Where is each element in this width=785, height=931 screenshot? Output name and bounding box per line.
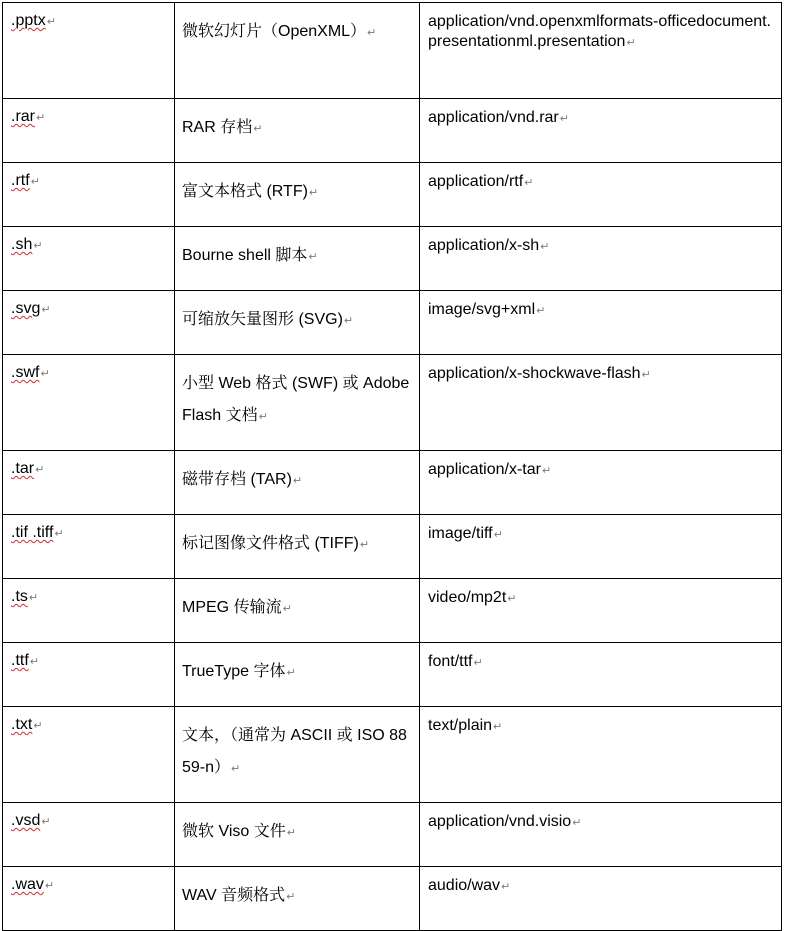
type-cell xyxy=(175,803,420,867)
paragraph-mark-icon: ↵ xyxy=(308,187,319,199)
type-cell xyxy=(175,3,420,99)
table-row xyxy=(3,3,782,99)
paragraph-mark-icon: ↵ xyxy=(541,465,552,477)
paragraph-mark-icon: ↵ xyxy=(36,112,46,124)
extension-cell xyxy=(3,163,175,227)
type-text: WAV 音频格式 xyxy=(182,887,286,904)
paragraph-mark-icon: ↵ xyxy=(44,880,55,892)
extension-cell xyxy=(3,579,175,643)
extension-text: .sh xyxy=(11,236,33,253)
mime-cell xyxy=(420,163,782,227)
type-cell xyxy=(175,355,420,451)
mime-text: application/x-shockwave-flash xyxy=(428,365,641,382)
paragraph-mark-icon: ↵ xyxy=(28,592,39,604)
mime-cell xyxy=(420,99,782,163)
extension-text: .svg xyxy=(11,300,41,317)
type-cell xyxy=(175,707,420,803)
paragraph-mark-icon: ↵ xyxy=(282,603,292,615)
table-row xyxy=(3,99,782,163)
mime-cell xyxy=(420,355,782,451)
extension-cell xyxy=(3,643,175,707)
extension-text: .tar xyxy=(11,460,35,477)
paragraph-mark-icon: ↵ xyxy=(286,827,296,839)
paragraph-mark-icon: ↵ xyxy=(41,816,51,828)
mime-cell xyxy=(420,291,782,355)
paragraph-mark-icon: ↵ xyxy=(473,657,483,669)
mime-cell xyxy=(420,3,782,99)
table-row xyxy=(3,227,782,291)
mime-cell xyxy=(420,227,782,291)
mime-cell xyxy=(420,643,782,707)
paragraph-mark-icon: ↵ xyxy=(35,464,45,476)
table-row xyxy=(3,803,782,867)
type-cell xyxy=(175,579,420,643)
mime-text: application/x-sh xyxy=(428,237,540,254)
type-cell xyxy=(175,227,420,291)
extension-cell xyxy=(3,803,175,867)
extension-cell xyxy=(3,451,175,515)
paragraph-mark-icon: ↵ xyxy=(536,305,546,317)
paragraph-mark-icon: ↵ xyxy=(33,240,43,252)
paragraph-mark-icon: ↵ xyxy=(40,368,50,380)
mime-cell xyxy=(420,867,782,931)
paragraph-mark-icon: ↵ xyxy=(641,369,651,381)
paragraph-mark-icon: ↵ xyxy=(33,720,43,732)
paragraph-mark-icon: ↵ xyxy=(626,37,636,49)
mime-text: application/rtf xyxy=(428,173,524,190)
paragraph-mark-icon: ↵ xyxy=(359,539,370,551)
paragraph-mark-icon: ↵ xyxy=(572,817,582,829)
paragraph-mark-icon: ↵ xyxy=(540,241,550,253)
mime-type-table xyxy=(2,2,782,931)
type-text: 文本，（通常为 ASCII 或 ISO 8859-n） xyxy=(182,727,407,776)
table-row xyxy=(3,451,782,515)
paragraph-mark-icon: ↵ xyxy=(258,411,268,423)
mime-text: image/svg+xml xyxy=(428,301,536,318)
extension-text: .ts xyxy=(11,588,28,605)
extension-cell xyxy=(3,515,175,579)
extension-text: .wav xyxy=(11,876,44,893)
paragraph-mark-icon: ↵ xyxy=(559,113,569,125)
table-row xyxy=(3,515,782,579)
mime-text: font/ttf xyxy=(428,653,473,670)
paragraph-mark-icon: ↵ xyxy=(343,315,354,327)
paragraph-mark-icon: ↵ xyxy=(29,656,39,668)
extension-text: .ttf xyxy=(11,652,29,669)
extension-text: .txt xyxy=(11,716,33,733)
paragraph-mark-icon: ↵ xyxy=(493,529,503,541)
table-row xyxy=(3,355,782,451)
type-cell xyxy=(175,99,420,163)
table-row xyxy=(3,707,782,803)
mime-text: audio/wav xyxy=(428,877,501,894)
type-text: 可缩放矢量图形 (SVG) xyxy=(182,311,343,328)
table-row xyxy=(3,867,782,931)
type-text: 小型 Web 格式 (SWF) 或 Adobe Flash 文档 xyxy=(182,375,410,424)
type-text: Bourne shell 脚本 xyxy=(182,247,308,264)
type-cell xyxy=(175,643,420,707)
extension-cell xyxy=(3,3,175,99)
type-cell xyxy=(175,515,420,579)
mime-text: video/mp2t xyxy=(428,589,507,606)
type-cell xyxy=(175,291,420,355)
table-row xyxy=(3,291,782,355)
paragraph-mark-icon: ↵ xyxy=(286,667,296,679)
paragraph-mark-icon: ↵ xyxy=(41,304,51,316)
paragraph-mark-icon: ↵ xyxy=(501,881,511,893)
mime-text: application/vnd.rar xyxy=(428,109,559,126)
mime-cell xyxy=(420,515,782,579)
paragraph-mark-icon: ↵ xyxy=(308,251,318,263)
paragraph-mark-icon: ↵ xyxy=(253,123,263,135)
extension-text: .rtf xyxy=(11,172,30,189)
extension-cell xyxy=(3,867,175,931)
paragraph-mark-icon: ↵ xyxy=(292,475,303,487)
paragraph-mark-icon: ↵ xyxy=(524,177,534,189)
mime-cell xyxy=(420,803,782,867)
mime-text: text/plain xyxy=(428,717,493,734)
mime-cell xyxy=(420,707,782,803)
mime-text: application/x-tar xyxy=(428,461,541,478)
extension-text: .vsd xyxy=(11,812,41,829)
type-text: 微软幻灯片（OpenXML） xyxy=(182,23,367,40)
type-text: 微软 Viso 文件 xyxy=(182,823,286,840)
type-cell xyxy=(175,867,420,931)
paragraph-mark-icon: ↵ xyxy=(231,763,241,775)
type-cell xyxy=(175,451,420,515)
type-text: 富文本格式 (RTF) xyxy=(182,183,308,200)
type-text: RAR 存档 xyxy=(182,119,253,136)
type-cell xyxy=(175,163,420,227)
type-text: MPEG 传输流 xyxy=(182,599,282,616)
paragraph-mark-icon: ↵ xyxy=(46,16,56,28)
extension-cell xyxy=(3,291,175,355)
paragraph-mark-icon: ↵ xyxy=(493,721,503,733)
table-row xyxy=(3,643,782,707)
extension-text: .pptx xyxy=(11,12,46,29)
type-text: TrueType 字体 xyxy=(182,663,286,680)
paragraph-mark-icon: ↵ xyxy=(286,891,296,903)
mime-text: application/vnd.openxmlformats-officedocument.presentationml.presentation xyxy=(428,13,771,50)
paragraph-mark-icon: ↵ xyxy=(30,176,40,188)
extension-cell xyxy=(3,707,175,803)
type-text: 标记图像文件格式 (TIFF) xyxy=(182,535,359,552)
paragraph-mark-icon: ↵ xyxy=(54,528,64,540)
extension-cell xyxy=(3,227,175,291)
mime-cell xyxy=(420,451,782,515)
table-row xyxy=(3,163,782,227)
table-row xyxy=(3,579,782,643)
mime-text: image/tiff xyxy=(428,525,493,542)
extension-text: .swf xyxy=(11,364,40,381)
extension-cell xyxy=(3,99,175,163)
mime-text: application/vnd.visio xyxy=(428,813,572,830)
paragraph-mark-icon: ↵ xyxy=(507,593,517,605)
paragraph-mark-icon: ↵ xyxy=(367,27,377,39)
mime-cell xyxy=(420,579,782,643)
extension-text: .tif .tiff xyxy=(11,524,54,541)
type-text: 磁带存档 (TAR) xyxy=(182,471,292,488)
extension-cell xyxy=(3,355,175,451)
extension-text: .rar xyxy=(11,108,35,125)
